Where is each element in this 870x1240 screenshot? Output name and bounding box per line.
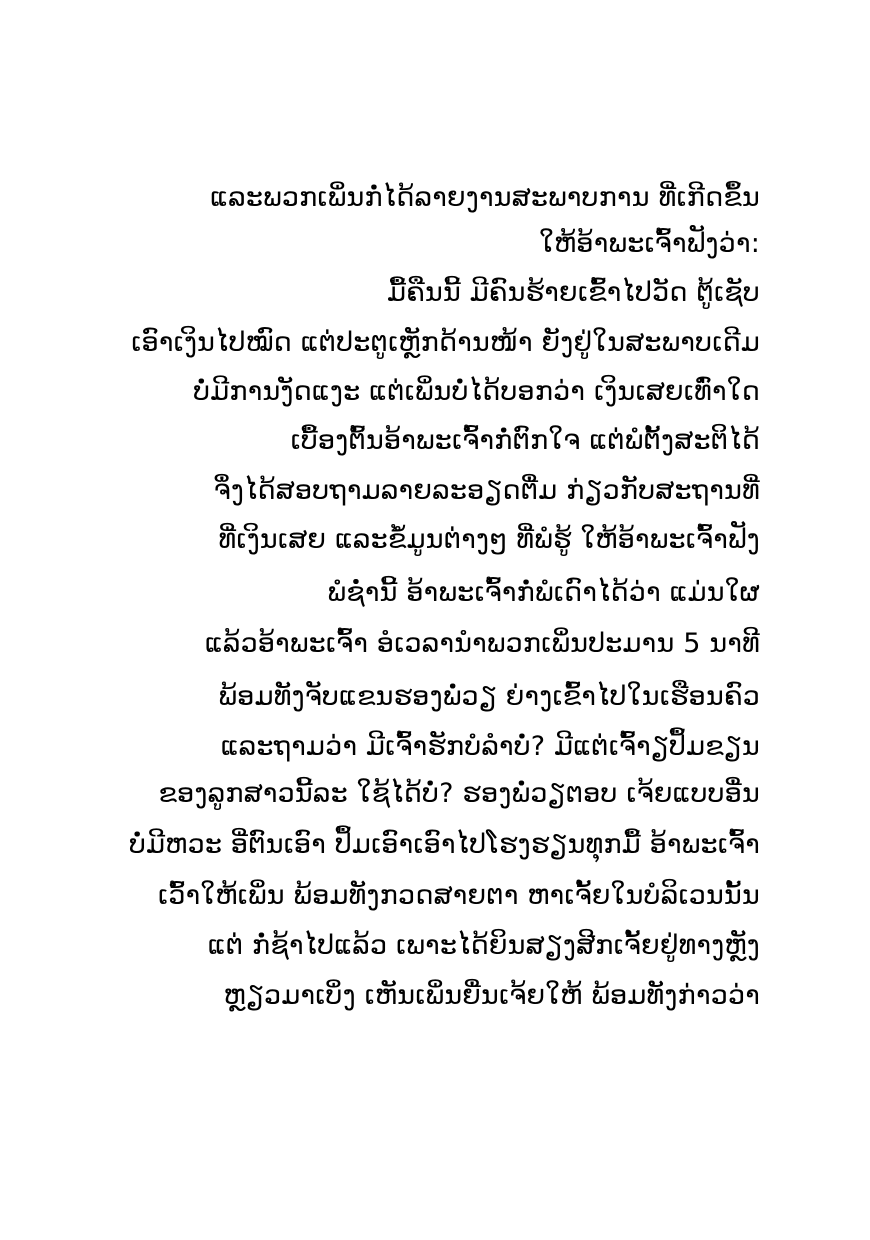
text-line: ພ້ອມທັງຈັບແຂນຮອງພໍ່ວຽ ຍ່າງເຂົ້າໄປໃນເຮືອນຄົວ xyxy=(218,681,760,712)
text-line: ຈຶ່ງໄດ້ສອບຖາມລາຍລະອຽດຕື່ມ ກ່ຽວກັບສະຖານທີ່ xyxy=(213,475,760,506)
text-line: ແລະພວກເພິ່ນກໍ່ໄດ້ລາຍງານສະພາບການ ທີ່ເກີດຂຶ້ນ xyxy=(210,182,760,213)
text-line: ຫຼຽວມາເບິ່ງ ເຫັນເພິ່ນຍື່ນເຈ້ຍໃຫ້ ພ້ອມທັງກ່າວວ່າ xyxy=(223,980,760,1011)
text-line: ບໍ່ມີການງັດແງະ ແຕ່ເພິ່ນບໍ່ໄດ້ບອກວ່າ ເງິນເສຍເທົ່າໃດ xyxy=(193,376,760,407)
text-line: ຂອງລູກສາວນີ້ລະ ໃຊ້ໄດ້ບໍ່? ຮອງພໍ່ວຽຕອບ ເຈ້ຍແບບອື່ນ xyxy=(158,778,760,809)
text-line: ພໍຊໍ່ານີ້ ອ້າພະເຈົ້າກໍ່ພໍເດົາໄດ້ວ່າ ແມ່ນໃຜ xyxy=(327,577,760,608)
text-line: ແລະຖາມວ່າ ມີເຈົ້າຮັກບໍລຳບໍ່? ມີແຕ່ເຈົ້າຽປຶ້ມຂຽນ xyxy=(220,731,760,762)
text-line: ເບື້ອງຕົ້ນອ້າພະເຈົ້າກໍ່ຕົກໃຈ ແຕ່ພໍຕັ້ງສະຕິໄດ້ xyxy=(290,425,760,456)
text-line: ເວົ້າໃຫ້ເພິ່ນ ພ້ອມທັງກວດສາຍຕາ ຫາເຈັ້ຍໃນບໍລິເວນນັ້ນ xyxy=(158,880,760,911)
text-line: ໃຫ້ອ້າພະເຈົ້າຟັງວ່າ: xyxy=(539,228,760,259)
text-line: ບໍ່ມີຫວະ ອີ່ຕົນເອົາ ປຶ້ມເອົາເອົາໄປໂຮງຮຽນທຸກມື້ ອ້າພະເຈົ້າ xyxy=(129,829,760,860)
text-line: ເອົາເງິນໄປໝົດ ແຕ່ປະຕູເຫຼັກດ້ານໜ້າ ຍັງຢູ່ໃນສະພາບເດີມ xyxy=(131,327,760,358)
text-line: ທີ່ເງິນເສຍ ແລະຂໍ້ມູນຕ່າງໆ ທີ່ພໍຮູ້ ໃຫ້ອ້າພະເຈົ້າຟັງ xyxy=(218,524,760,555)
text-line: ມື້ຄືນນີ້ ມີຄົນຮ້າຍເຂົ້າໄປວັດ ຕູ້ເຊັບ xyxy=(387,277,760,308)
text-line: ແຕ່ ກໍ່ຊ້າໄປແລ້ວ ເພາະໄດ້ຍິນສຽງສີກເຈັ້ຍຢູ່ທາງຫຼັງ xyxy=(207,930,760,961)
text-line: ແລ້ວອ້າພະເຈົ້າ ອໍເວລານຳພວກເພິ່ນປະມານ 5 ນາທີ xyxy=(204,628,760,659)
